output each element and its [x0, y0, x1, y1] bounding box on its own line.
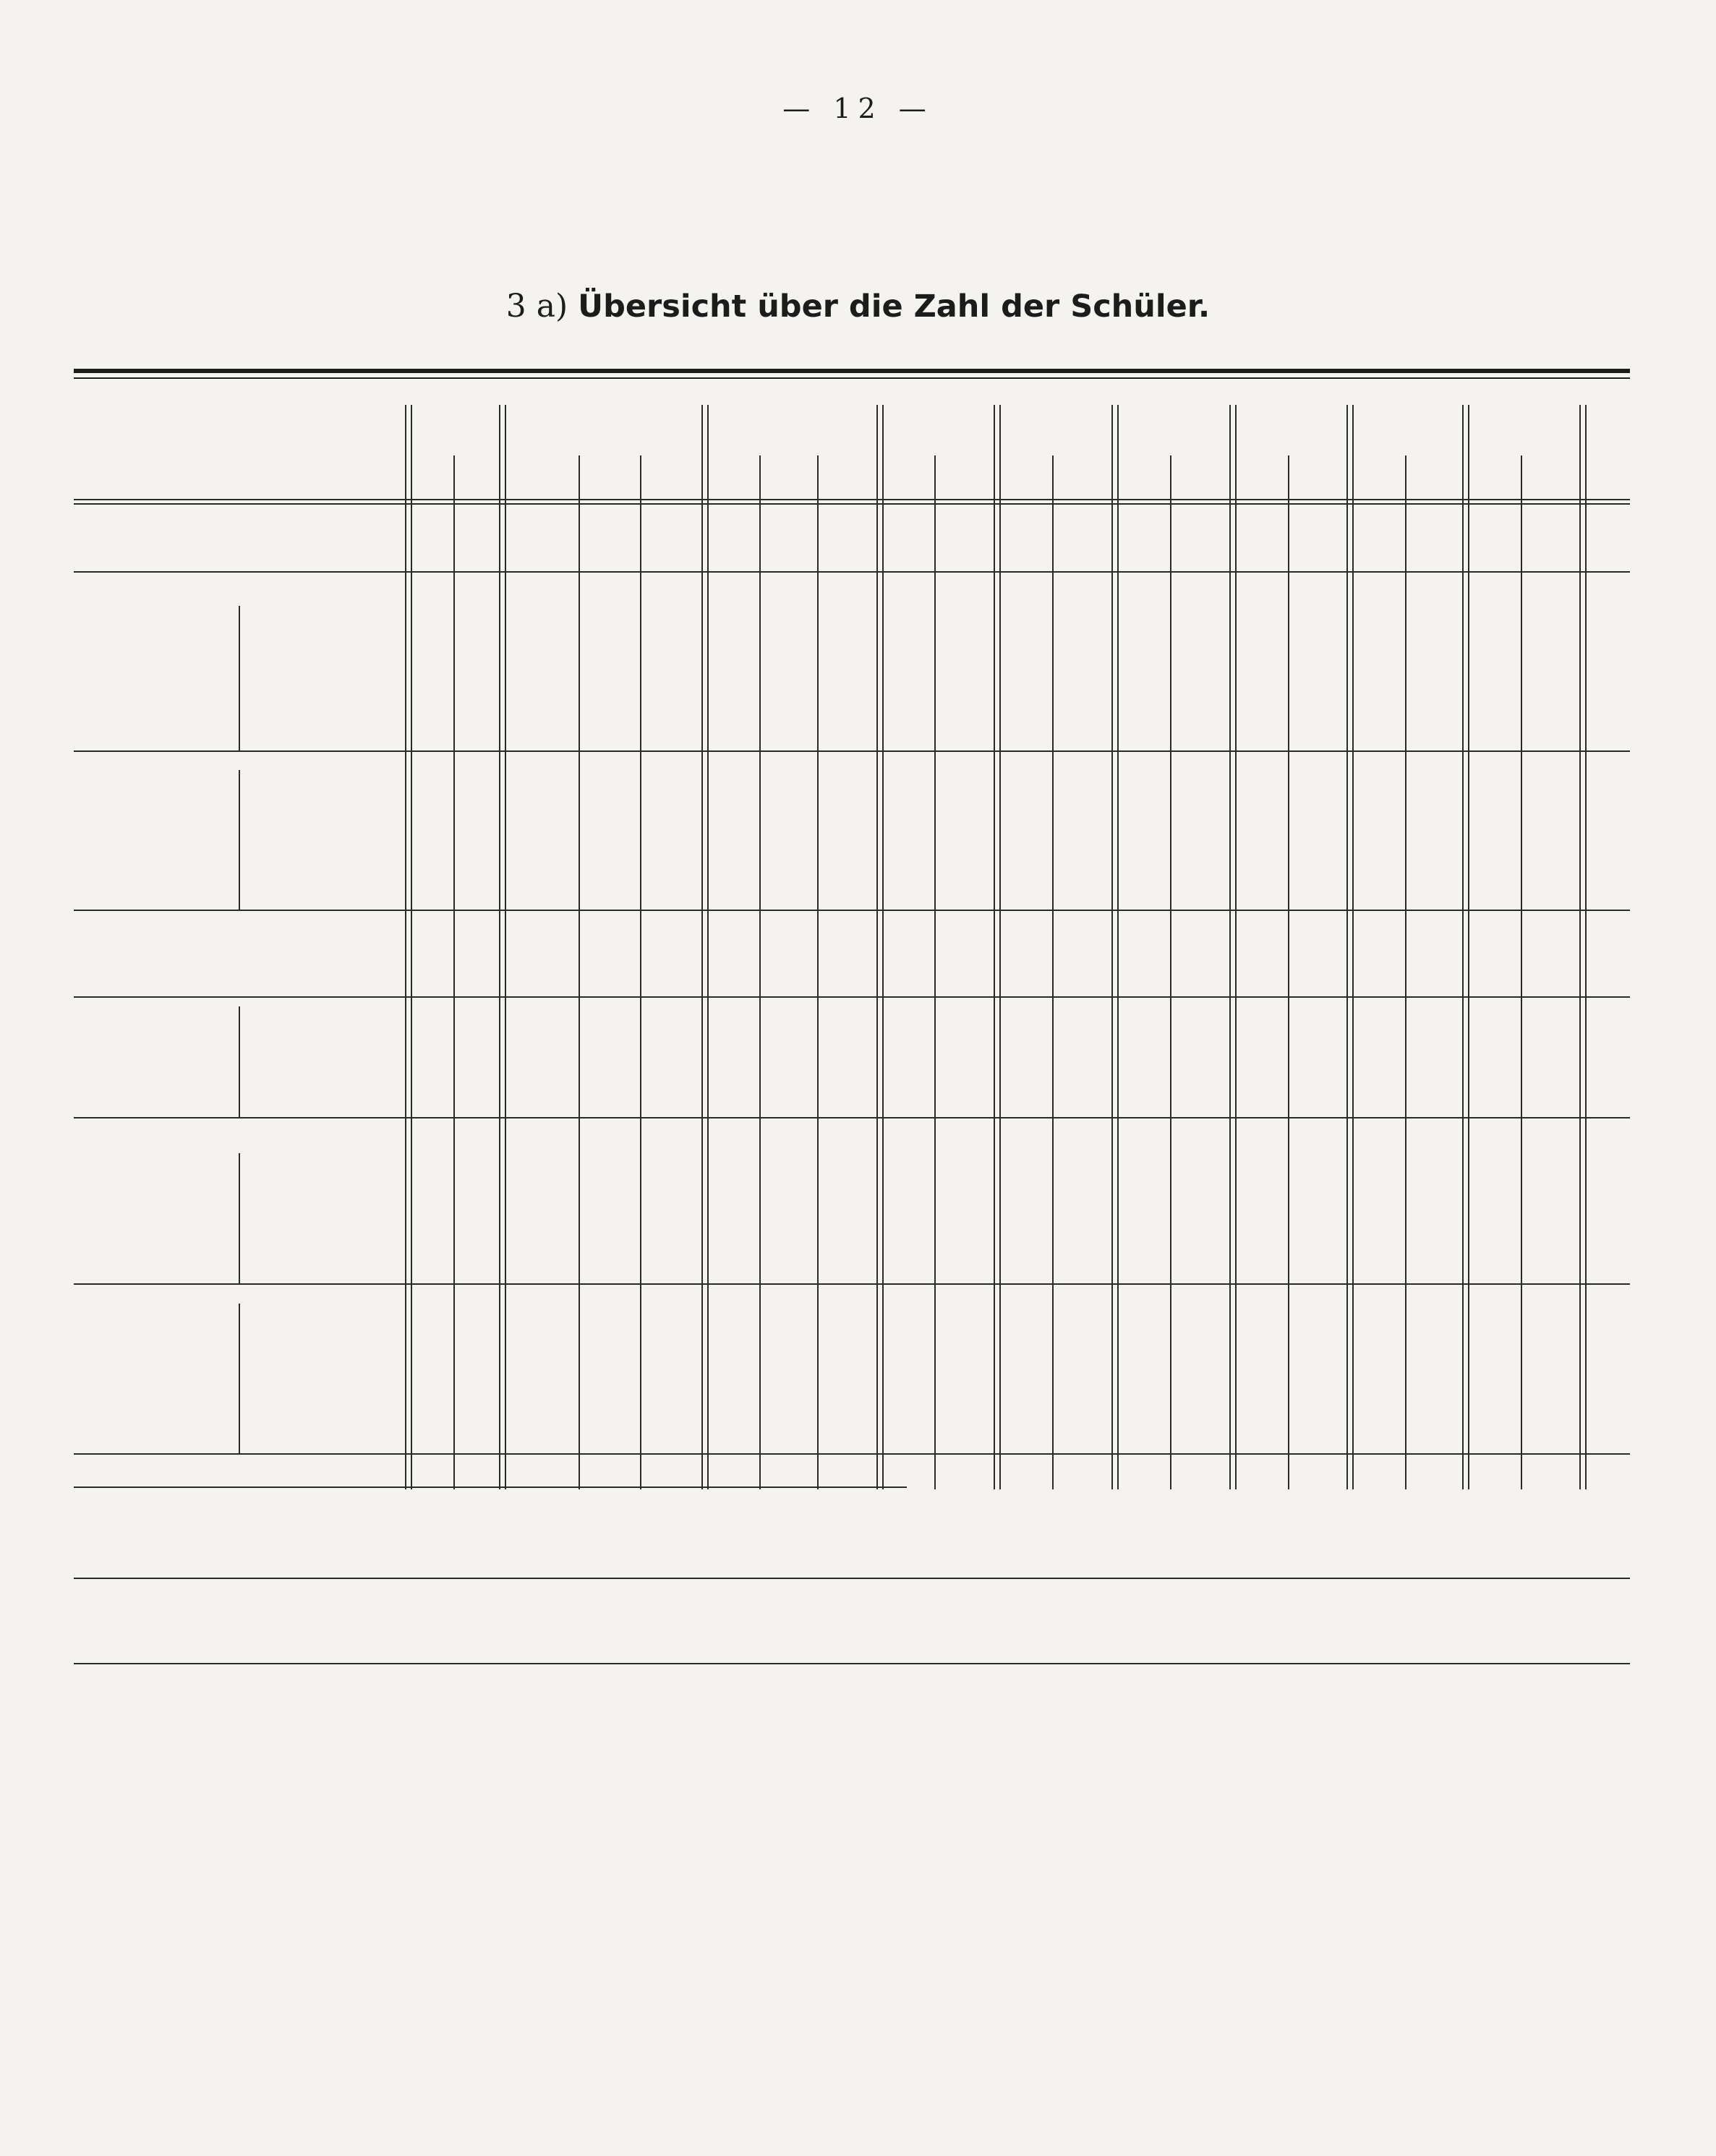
grid-line	[1229, 405, 1231, 1489]
grid-line	[994, 405, 995, 1489]
grid-line	[1111, 405, 1113, 1489]
grid-line	[1235, 405, 1237, 1489]
grid-line	[1585, 405, 1587, 1489]
grid-line	[74, 996, 1630, 998]
grid-line	[453, 455, 455, 1489]
grid-line	[1405, 455, 1406, 1489]
grid-line	[817, 455, 819, 1489]
grid-line	[876, 405, 878, 1489]
grid-line	[74, 1453, 1630, 1455]
grid-line	[74, 1486, 907, 1488]
grid-line	[74, 1578, 1630, 1579]
grid-line	[882, 405, 884, 1489]
table-top-rule	[74, 377, 1630, 379]
title-text: Übersicht über die Zahl der Schüler.	[578, 288, 1211, 325]
grid-line	[1117, 405, 1119, 1489]
grid-line	[499, 405, 500, 1489]
grid-line	[1462, 405, 1464, 1489]
grid-line	[74, 499, 1630, 500]
grid-line	[74, 1663, 1630, 1664]
grid-line	[999, 405, 1001, 1489]
grid-line	[411, 405, 412, 1489]
grid-line	[1052, 455, 1054, 1489]
grid-line	[759, 455, 761, 1489]
grid-line	[239, 606, 240, 750]
grid-line	[1579, 405, 1581, 1489]
grid-line	[239, 770, 240, 910]
page-title	[0, 288, 1716, 325]
grid-line	[74, 910, 1630, 911]
grid-line	[239, 1153, 240, 1283]
grid-line	[405, 405, 406, 1489]
grid-line	[239, 1304, 240, 1453]
grid-line	[707, 405, 709, 1489]
grid-line	[74, 1117, 1630, 1118]
table-top-rule	[74, 369, 1630, 373]
grid-line	[1468, 405, 1469, 1489]
grid-line	[934, 455, 936, 1489]
grid-line	[1346, 405, 1348, 1489]
page-number: — 12 —	[782, 93, 934, 124]
title-prefix: 3 a)	[505, 288, 568, 325]
grid-line	[74, 1283, 1630, 1285]
grid-line	[1352, 405, 1354, 1489]
grid-line	[74, 503, 1630, 505]
grid-line	[701, 405, 703, 1489]
grid-line	[239, 1006, 240, 1117]
grid-line	[74, 750, 1630, 752]
grid-line	[1521, 455, 1522, 1489]
grid-line	[1288, 455, 1289, 1489]
grid-line	[579, 455, 580, 1489]
grid-line	[1170, 455, 1171, 1489]
grid-line	[505, 405, 506, 1489]
grid-line	[74, 571, 1630, 573]
grid-line	[640, 455, 641, 1489]
